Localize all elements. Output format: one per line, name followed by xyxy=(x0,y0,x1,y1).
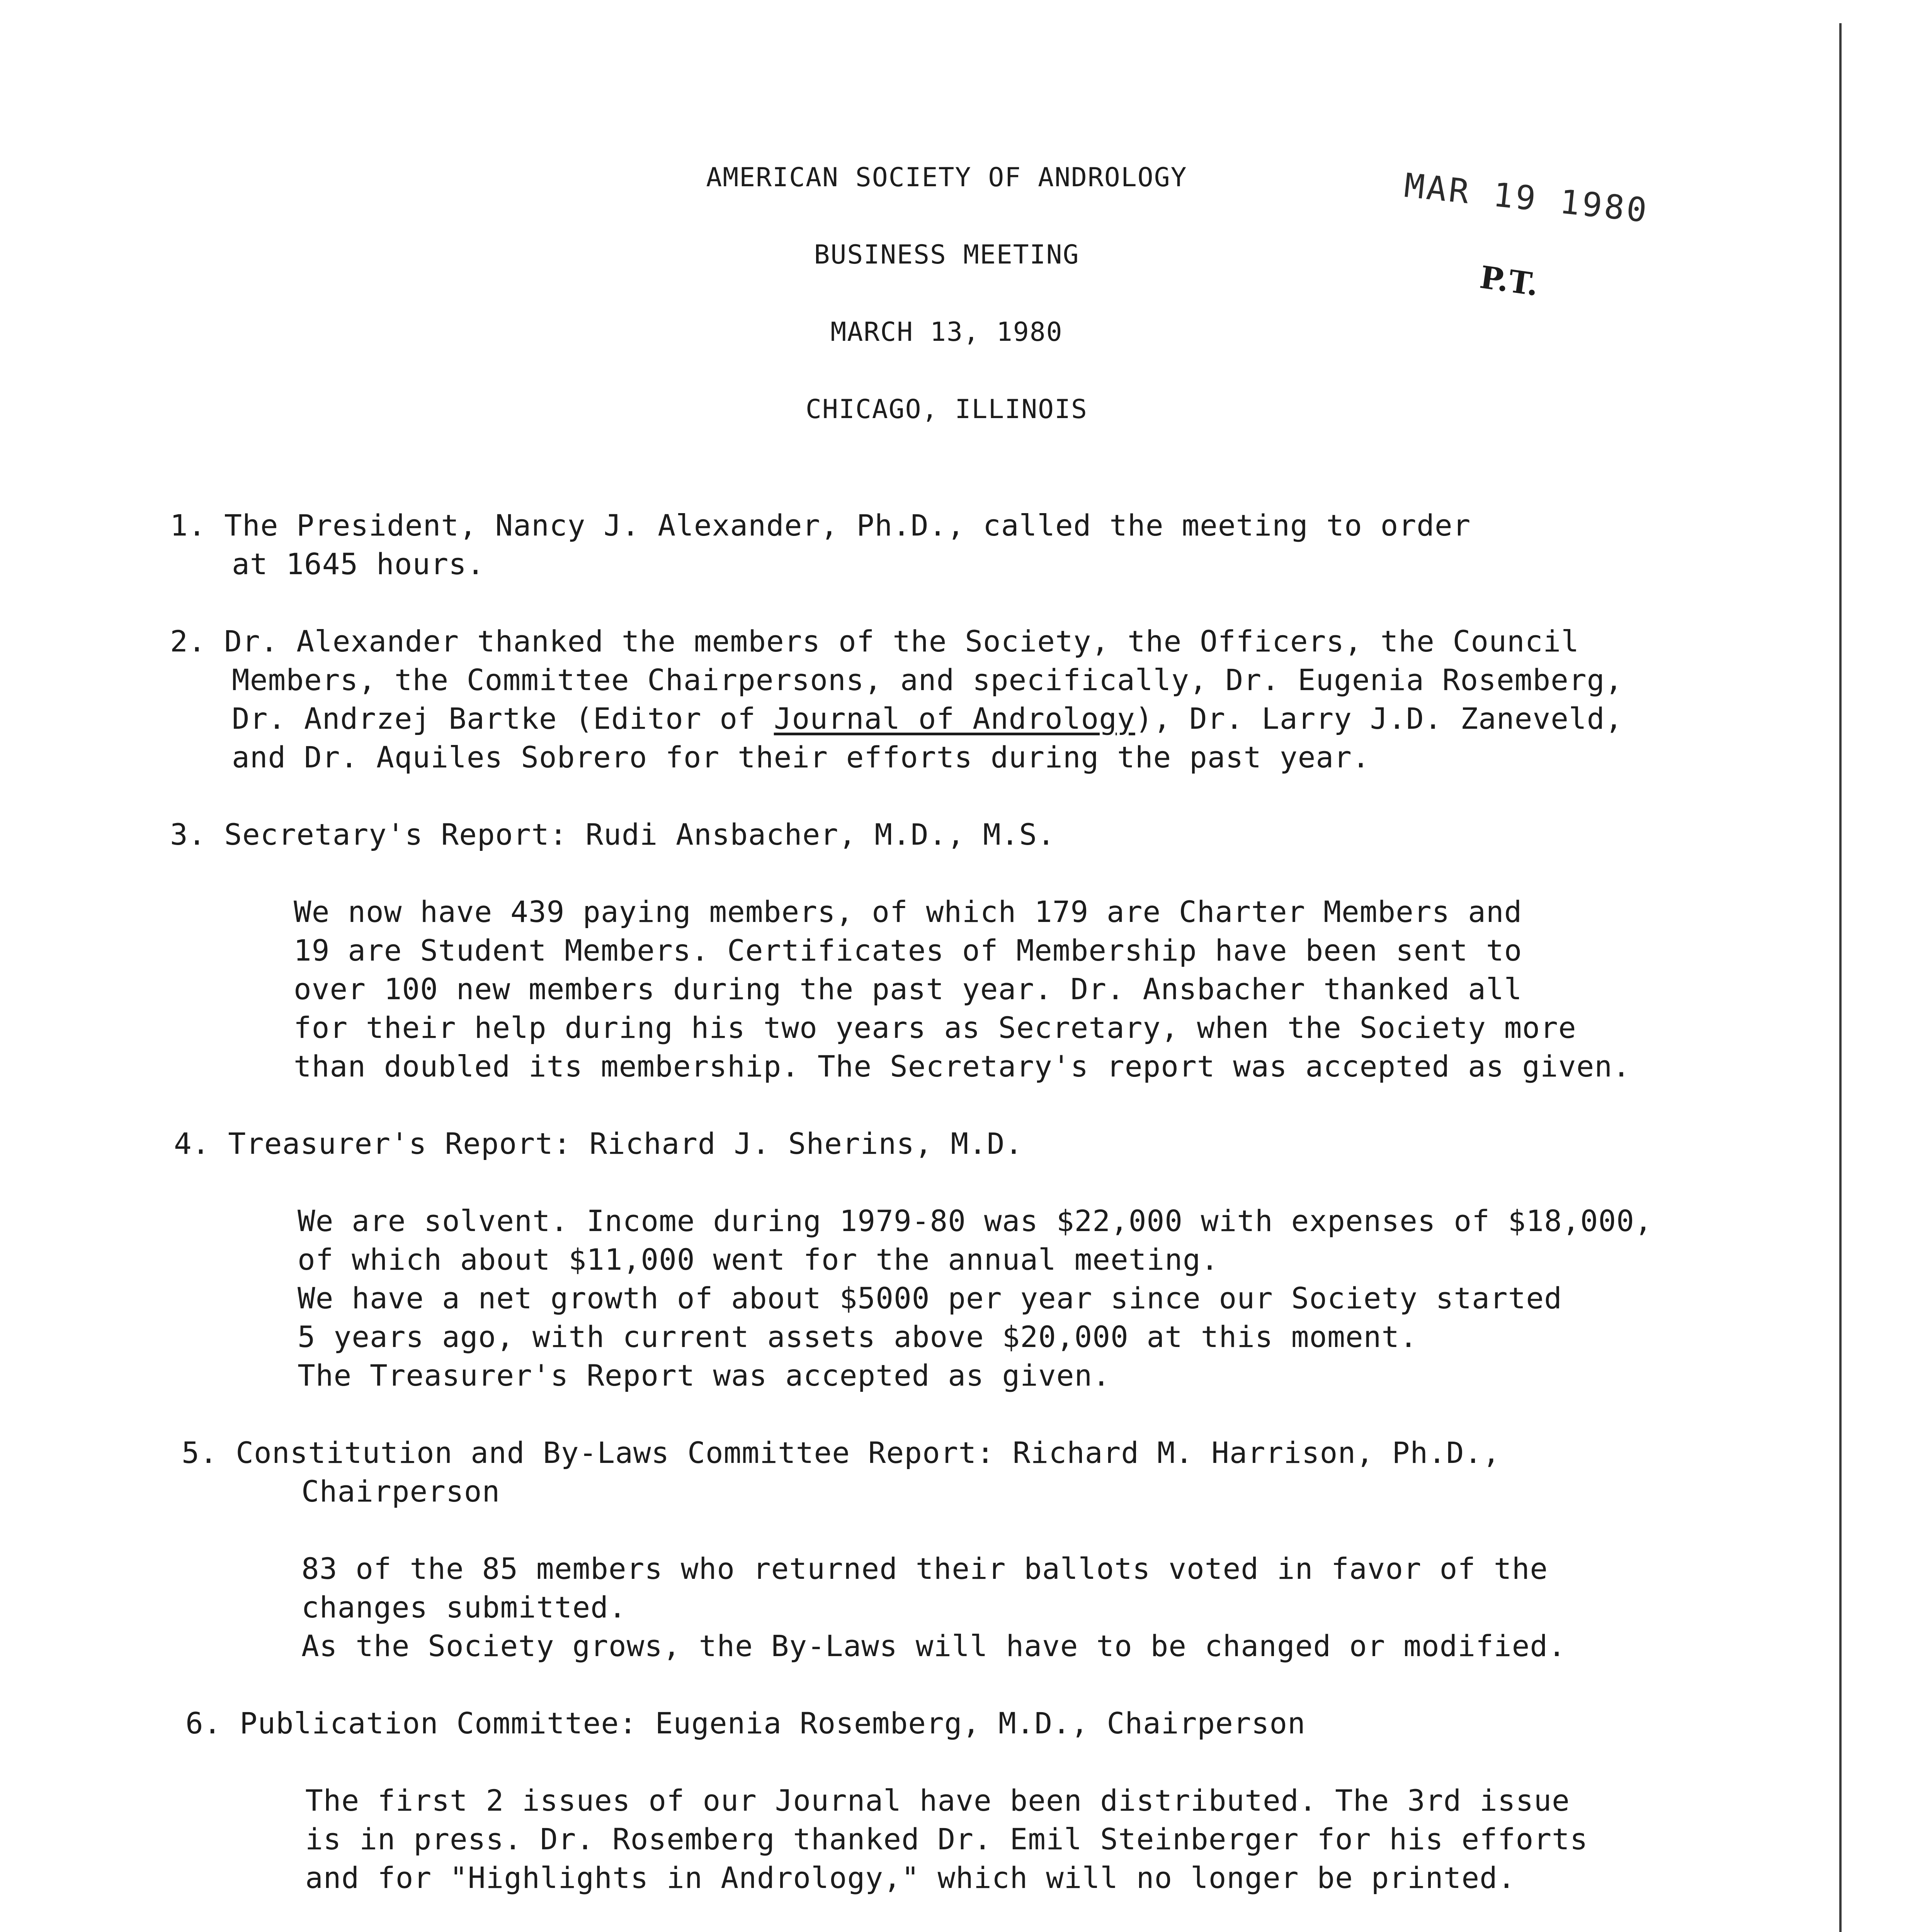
item-3-para-line-4: for their help during his two years as Secretary, when the Society more xyxy=(294,1010,1577,1045)
item-1-line-2: at 1645 hours. xyxy=(232,547,485,581)
item-2-line-4: and Dr. Aquiles Sobrero for their efforts during the past year. xyxy=(232,740,1370,774)
item-2-line-3-start: Dr. Andrzej Bartke (Editor of xyxy=(232,701,774,736)
header-meeting-type: BUSINESS MEETING xyxy=(814,240,1080,270)
header-location: CHICAGO, ILLINOIS xyxy=(806,394,1088,425)
item-3-para-line-5: than doubled its membership. The Secretary's report was accepted as given. xyxy=(294,1049,1631,1083)
header-date: MARCH 13, 1980 xyxy=(830,317,1063,347)
item-5-title: 5. Constitution and By-Laws Committee Report: Richard M. Harrison, Ph.D., xyxy=(182,1435,1501,1470)
item-6-para-1-line-3: and for "Highlights in Andrology," which will no longer be printed. xyxy=(305,1861,1516,1895)
header-organization: AMERICAN SOCIETY OF ANDROLOGY xyxy=(706,162,1187,193)
item-3-para-line-2: 19 are Student Members. Certificates of Membership have been sent to xyxy=(294,933,1522,968)
item-2-line-2: Members, the Committee Chairpersons, and specifically, Dr. Eugenia Rosemberg, xyxy=(232,663,1623,697)
item-5-para-line-1: 83 of the 85 members who returned their ballots voted in favor of the xyxy=(301,1551,1548,1586)
item-5-para-line-2: changes submitted. xyxy=(301,1590,627,1624)
stamp-initials: P.T. xyxy=(1478,259,1541,303)
item-4-para-line-3: We have a net growth of about $5000 per year since our Society started xyxy=(298,1281,1562,1315)
item-6-title: 6. Publication Committee: Eugenia Rosemberg, M.D., Chairperson xyxy=(185,1706,1306,1740)
received-date-stamp: MAR 19 1980 xyxy=(1402,166,1651,230)
item-4-para-line-5: The Treasurer's Report was accepted as given. xyxy=(298,1358,1111,1393)
item-3-para-line-3: over 100 new members during the past year. Dr. Ansbacher thanked all xyxy=(294,972,1522,1006)
journal-title: Journal of Andrology xyxy=(774,701,1135,736)
item-4-para-line-4: 5 years ago, with current assets above $20,000 at this moment. xyxy=(298,1320,1418,1354)
item-1-line-1: 1. The President, Nancy J. Alexander, Ph.D., called the meeting to order xyxy=(170,508,1471,543)
page-fold-line xyxy=(1839,23,1842,1932)
item-4-para-line-1: We are solvent. Income during 1979-80 was $22,000 with expenses of $18,000, xyxy=(298,1204,1653,1238)
item-5-para-line-3: As the Society grows, the By-Laws will have to be changed or modified. xyxy=(301,1629,1566,1663)
item-4-para-line-2: of which about $11,000 went for the annual meeting. xyxy=(298,1242,1219,1277)
item-2-line-3-end: ), Dr. Larry J.D. Zaneveld, xyxy=(1135,701,1623,736)
item-6-para-1-line-2: is in press. Dr. Rosemberg thanked Dr. Emil Steinberger for his efforts xyxy=(305,1822,1588,1856)
item-5-title-continued: Chairperson xyxy=(301,1474,500,1509)
item-4-title: 4. Treasurer's Report: Richard J. Sherins, M.D. xyxy=(174,1126,1023,1161)
item-3-title: 3. Secretary's Report: Rudi Ansbacher, M.D., M.S. xyxy=(170,817,1056,852)
item-6-para-1-line-1: The first 2 issues of our Journal have been distributed. The 3rd issue xyxy=(305,1783,1570,1818)
item-3-para-line-1: We now have 439 paying members, of which 179 are Charter Members and xyxy=(294,895,1522,929)
item-2-line-1: 2. Dr. Alexander thanked the members of the Society, the Officers, the Council xyxy=(170,624,1579,658)
item-2-line-3 xyxy=(232,699,1623,738)
